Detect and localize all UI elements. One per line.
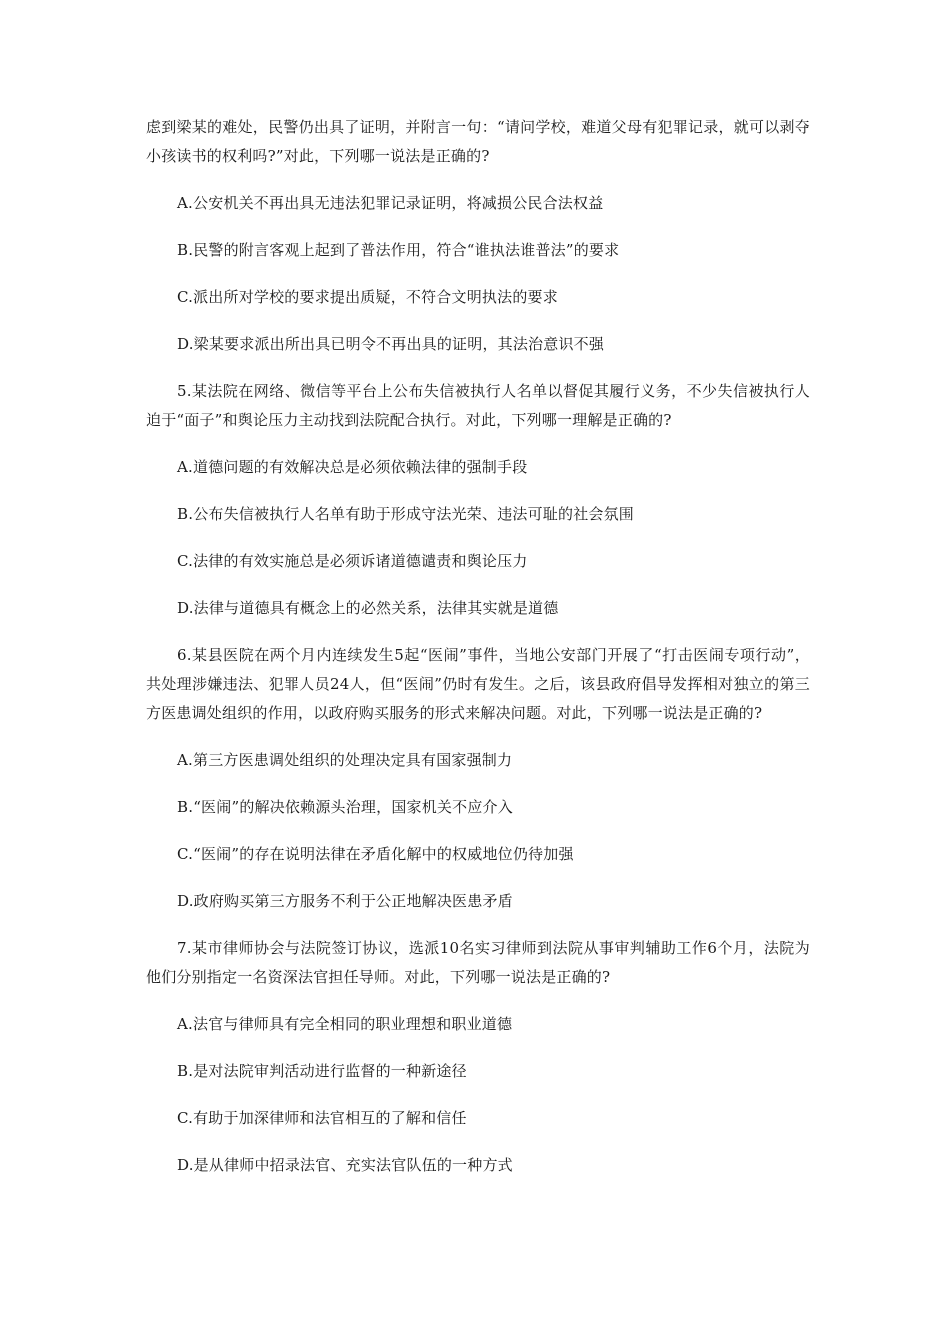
question-7-option-d: D.是从律师中招录法官、充实法官队伍的一种方式 [177,1156,513,1174]
question-6-option-c: C.“医闹”的存在说明法律在矛盾化解中的权威地位仍待加强 [177,845,574,863]
question-7-option-a: A.法官与律师具有完全相同的职业理想和职业道德 [177,1015,513,1033]
question-5-option-a: A.道德问题的有效解决总是必须依赖法律的强制手段 [177,458,528,476]
question-7-option-b: B.是对法院审判活动进行监督的一种新途径 [177,1062,467,1080]
question-6-stem: 6.某县医院在两个月内连续发生5起“医闹”事件，当地公安部门开展了“打击医闹专项行动”，共处理涉嫌违法、犯罪人员24人，但“医闹”仍时有发生。之后，该县政府倡导发挥相对独立的第三方医患调处组织的作用，以政府购买服务的形式来解决问题。对此，下列哪一说法是正确的? [146,646,810,722]
question-6-option-b: B.“医闹”的解决依赖源头治理，国家机关不应介入 [177,798,513,816]
question-5-option-c: C.法律的有效实施总是必须诉诸道德谴责和舆论压力 [177,552,528,570]
question-4-option-d: D.梁某要求派出所出具已明令不再出具的证明，其法治意识不强 [177,335,605,353]
question-5-option-d: D.法律与道德具有概念上的必然关系，法律其实就是道德 [177,599,559,617]
question-4-option-a: A.公安机关不再出具无违法犯罪记录证明，将减损公民合法权益 [177,194,604,212]
document-page [146,113,810,1180]
question-5-stem: 5.某法院在网络、微信等平台上公布失信被执行人名单以督促其履行义务，不少失信被执行人迫于“面子”和舆论压力主动找到法院配合执行。对此，下列哪一理解是正确的? [146,382,810,429]
question-6-option-d: D.政府购买第三方服务不利于公正地解决医患矛盾 [177,892,513,910]
question-5-option-b: B.公布失信被执行人名单有助于形成守法光荣、违法可耻的社会氛围 [177,505,634,523]
question-7-stem: 7.某市律师协会与法院签订协议，选派10名实习律师到法院从事审判辅助工作6个月，法院为他们分别指定一名资深法官担任导师。对此，下列哪一说法是正确的? [146,939,810,986]
question-4-option-c: C.派出所对学校的要求提出质疑，不符合文明执法的要求 [177,288,558,306]
question-4-continuation: 虑到梁某的难处，民警仍出具了证明，并附言一句：“请问学校，难道父母有犯罪记录，就可以剥夺小孩读书的权利吗?”对此，下列哪一说法是正确的? [146,118,810,165]
question-7-option-c: C.有助于加深律师和法官相互的了解和信任 [177,1109,467,1127]
question-4-option-b: B.民警的附言客观上起到了普法作用，符合“谁执法谁普法”的要求 [177,241,620,259]
question-6-option-a: A.第三方医患调处组织的处理决定具有国家强制力 [177,751,513,769]
